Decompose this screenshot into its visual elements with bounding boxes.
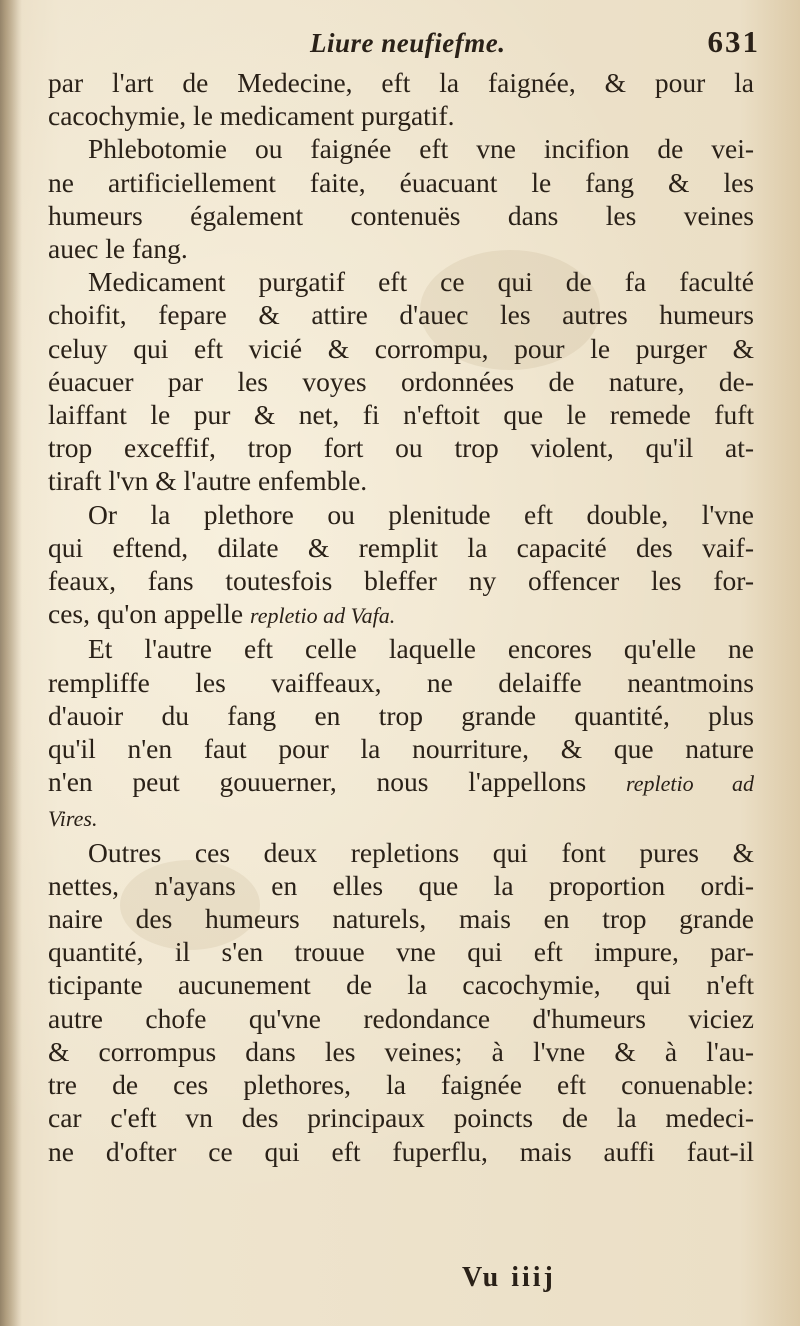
catchword: Vu iiij: [462, 1262, 556, 1293]
text-line: ne d'ofter ce qui eft fuperflu, mais auffi faut-il: [48, 1135, 754, 1167]
text-line: choifit, fepare & attire d'auec les autres humeurs: [48, 299, 754, 331]
text-line: nettes, n'ayans en elles que la proportion ordi-: [48, 869, 754, 901]
latin-term: Vires.: [48, 806, 98, 832]
text-line-with-italic: [48, 765, 754, 800]
text-line: Phlebotomie ou faignée eft vne incifion de vei-: [88, 133, 754, 165]
text-line: éuacuer par les voyes ordonnées de nature, de-: [48, 365, 754, 397]
text-line: d'auoir du fang en trop grande quantité, plus: [48, 699, 754, 731]
page-number: 631: [707, 24, 760, 59]
text-line: humeurs également contenuës dans les veines: [48, 199, 754, 231]
text-segment: n'en peut gouuerner, nous l'appellons: [48, 766, 587, 798]
latin-term: repletio ad Vafa.: [249, 603, 396, 629]
text-line: [48, 800, 754, 835]
text-line: Et l'autre eft celle laquelle encores qu'elle ne: [88, 633, 754, 665]
latin-term: repletio ad: [626, 771, 754, 797]
text-line: tiraft l'vn & l'autre enfemble.: [48, 465, 368, 497]
text-line: & corrompus dans les veines; à l'vne & à l'au-: [48, 1035, 754, 1067]
body-text: [48, 66, 754, 1168]
text-line-with-italic: [48, 597, 754, 632]
text-line: tre de ces plethores, la faignée eft conuenable:: [48, 1069, 754, 1101]
page-gutter-shadow: [0, 0, 22, 1326]
text-line: feaux, fans toutesfois bleffer ny offencer les for-: [48, 565, 754, 597]
text-line: laiffant le pur & net, fi n'eftoit que le remede fuft: [48, 399, 754, 431]
text-line: rempliffe les vaiffeaux, ne delaiffe neantmoins: [48, 666, 754, 698]
text-line: Or la plethore ou plenitude eft double, l'vne: [88, 498, 754, 530]
text-line: ne artificiellement faite, éuacuant le fang & les: [48, 166, 754, 198]
text-line: quantité, il s'en trouue vne qui eft impure, par-: [48, 936, 754, 968]
text-line: cacochymie, le medicament purgatif.: [48, 100, 455, 132]
text-line: naire des humeurs naturels, mais en trop grande: [48, 903, 754, 935]
text-line: par l'art de Medecine, eft la faignée, & pour la: [48, 67, 754, 98]
text-line: auec le fang.: [48, 233, 188, 265]
running-title: Liure neufiefme.: [310, 28, 506, 58]
text-line: qu'il n'en faut pour la nourriture, & que nature: [48, 733, 754, 765]
text-segment: ces, qu'on appelle: [48, 598, 244, 630]
text-line: Outres ces deux repletions qui font pures &: [88, 836, 754, 868]
page-header: [48, 14, 772, 66]
text-line: ticipante aucunement de la cacochymie, qui n'eft: [48, 969, 754, 1001]
text-line: qui eftend, dilate & remplit la capacité des vaif-: [48, 531, 754, 563]
text-line: celuy qui eft vicié & corrompu, pour le purger &: [48, 332, 754, 364]
text-line: trop exceffif, trop fort ou trop violent, qu'il at-: [48, 432, 754, 464]
text-line: autre chofe qu'vne redondance d'humeurs viciez: [48, 1002, 754, 1034]
text-line: Medicament purgatif eft ce qui de fa faculté: [88, 266, 754, 298]
text-line: car c'eft vn des principaux poincts de la medeci-: [48, 1102, 754, 1134]
